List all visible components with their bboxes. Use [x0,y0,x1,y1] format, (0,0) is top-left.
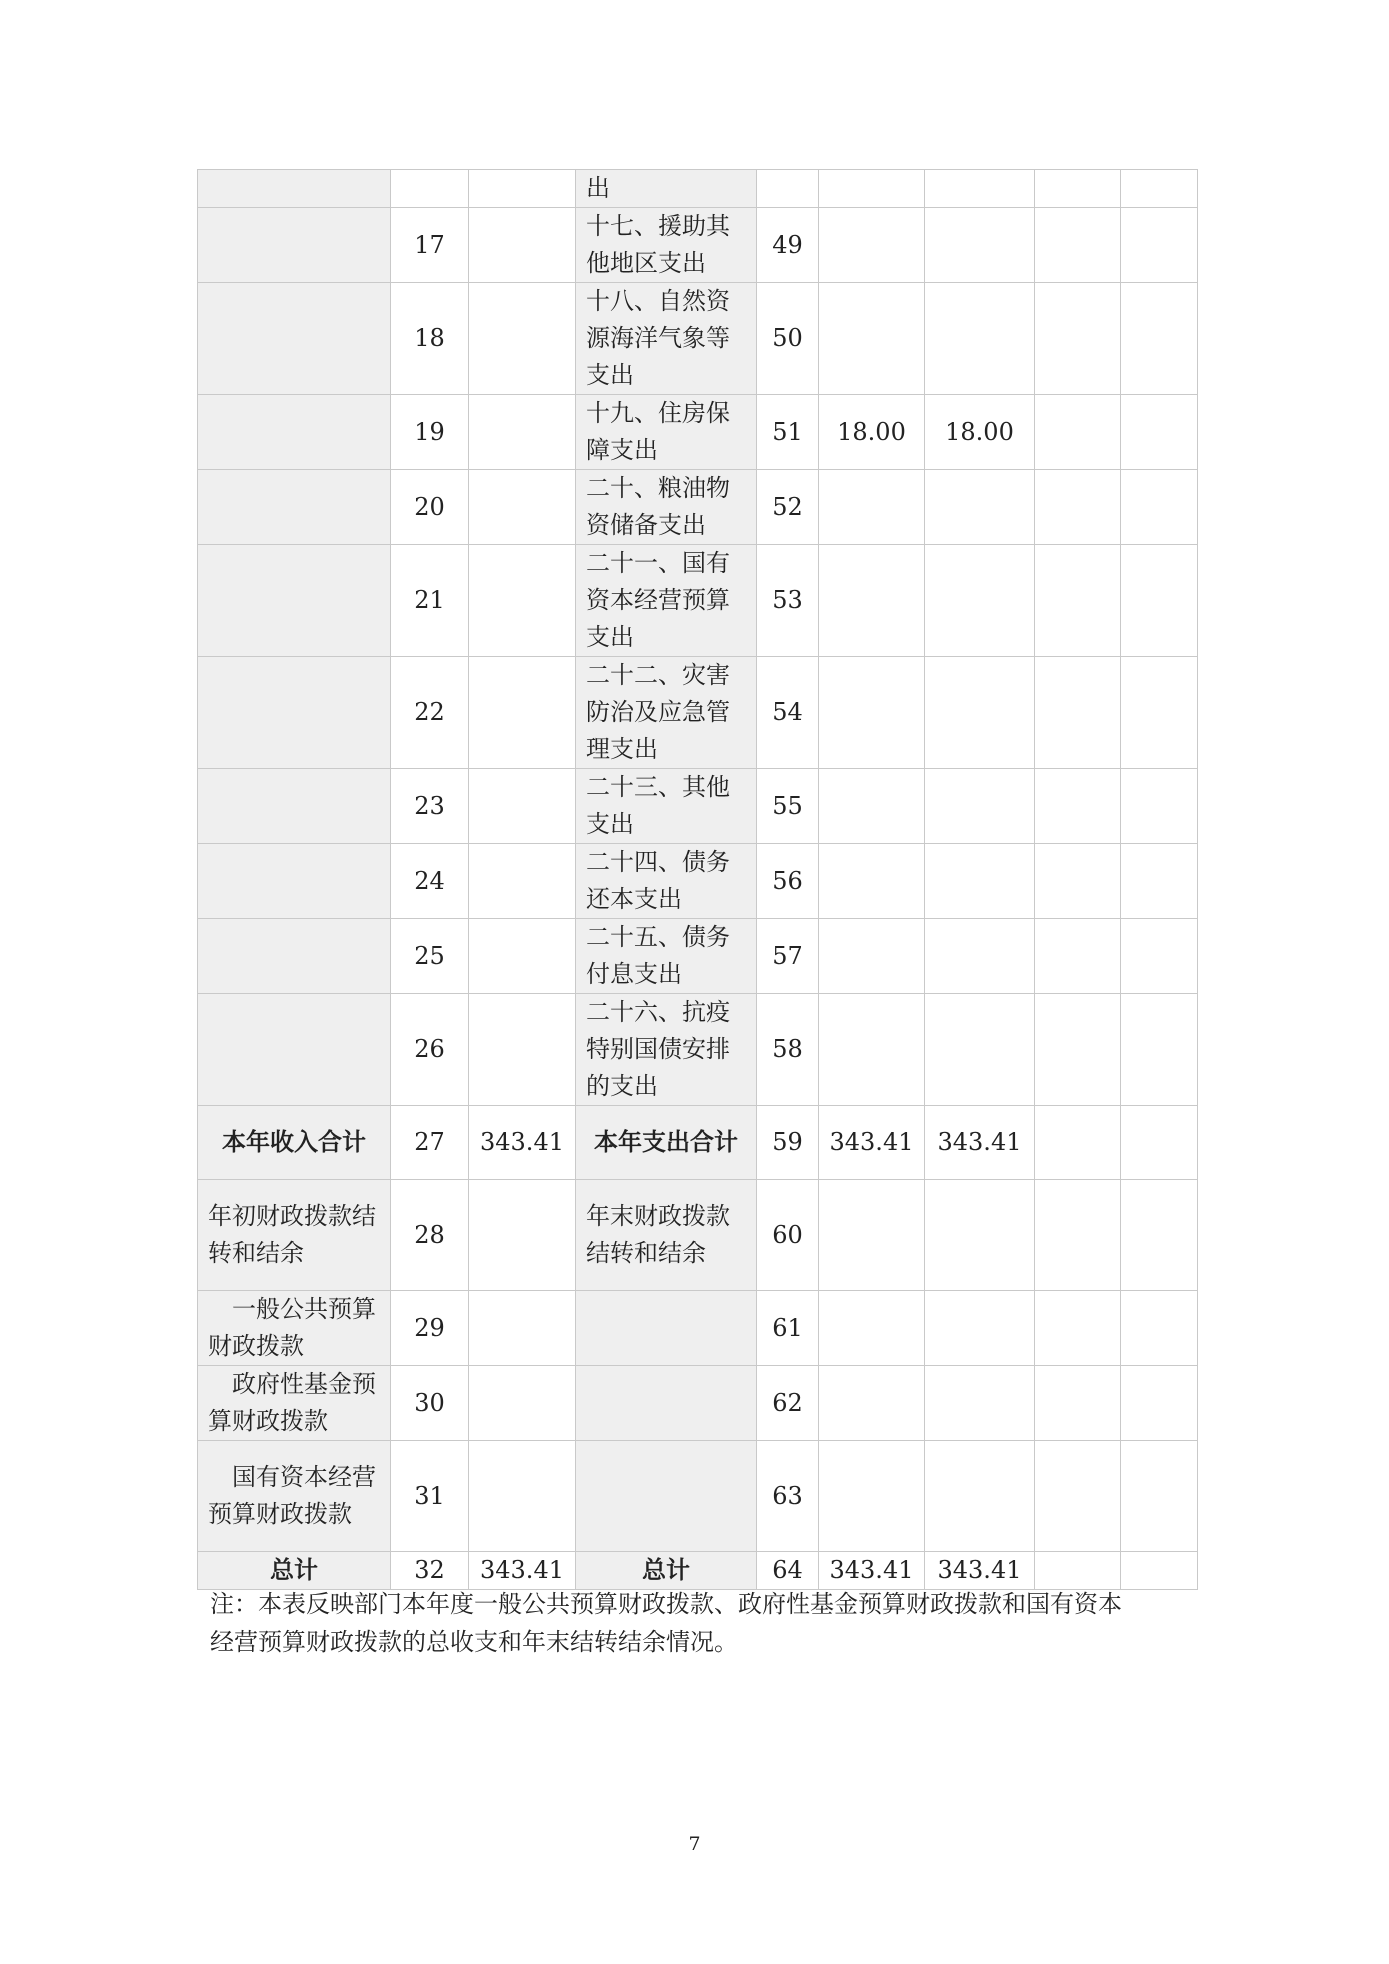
income-line-no: 26 [391,994,469,1106]
expense-item-label: 二十六、抗疫特别国债安排的支出 [576,994,757,1106]
expense-total [819,769,925,844]
general-budget-amount [925,657,1035,769]
expense-line-no: 50 [757,283,819,395]
fund-budget-amount [1035,395,1121,470]
income-line-no: 29 [391,1291,469,1366]
general-budget-amount [925,170,1035,208]
expense-total: 343.41 [819,1552,925,1590]
income-amount [469,283,576,395]
expense-item-label: 本年支出合计 [576,1106,757,1180]
fund-budget-amount [1035,545,1121,657]
income-item-label: 国有资本经营预算财政拨款 [198,1441,391,1552]
capital-budget-amount [1121,1366,1198,1441]
table-row [198,844,1198,919]
income-line-no: 27 [391,1106,469,1180]
income-line-no: 32 [391,1552,469,1590]
income-amount [469,470,576,545]
income-line-no: 22 [391,657,469,769]
table-row [198,769,1198,844]
expense-total [819,208,925,283]
fund-budget-amount [1035,657,1121,769]
table-row [198,1291,1198,1366]
expense-item-label: 年末财政拨款结转和结余 [576,1180,757,1291]
expense-line-no: 49 [757,208,819,283]
expense-item-label [576,1366,757,1441]
income-line-no: 21 [391,545,469,657]
capital-budget-amount [1121,769,1198,844]
fund-budget-amount [1035,1366,1121,1441]
income-line-no: 28 [391,1180,469,1291]
income-item-label [198,283,391,395]
income-amount [469,1180,576,1291]
income-amount [469,170,576,208]
expense-item-label: 二十二、灾害防治及应急管理支出 [576,657,757,769]
capital-budget-amount [1121,919,1198,994]
expense-total [819,545,925,657]
budget-table [197,169,1198,1590]
fund-budget-amount [1035,1180,1121,1291]
fund-budget-amount [1035,1441,1121,1552]
income-amount [469,395,576,470]
expense-line-no: 53 [757,545,819,657]
income-line-no: 30 [391,1366,469,1441]
expense-total [819,1180,925,1291]
fund-budget-amount [1035,283,1121,395]
income-item-label [198,395,391,470]
income-item-label [198,994,391,1106]
general-budget-amount [925,1180,1035,1291]
income-item-label: 总计 [198,1552,391,1590]
capital-budget-amount [1121,170,1198,208]
table-row [198,170,1198,208]
fund-budget-amount [1035,470,1121,545]
expense-line-no: 57 [757,919,819,994]
income-line-no: 17 [391,208,469,283]
income-line-no: 19 [391,395,469,470]
expense-item-label: 二十一、国有资本经营预算支出 [576,545,757,657]
capital-budget-amount [1121,545,1198,657]
expense-total [819,470,925,545]
capital-budget-amount [1121,844,1198,919]
capital-budget-amount [1121,1441,1198,1552]
general-budget-amount [925,994,1035,1106]
table-row [198,919,1198,994]
capital-budget-amount [1121,470,1198,545]
table-row [198,994,1198,1106]
table-row [198,1441,1198,1552]
income-amount [469,208,576,283]
income-line-no: 25 [391,919,469,994]
general-budget-amount: 343.41 [925,1106,1035,1180]
expense-line-no: 59 [757,1106,819,1180]
general-budget-amount [925,283,1035,395]
expense-item-label: 二十五、债务付息支出 [576,919,757,994]
expense-item-label: 二十三、其他支出 [576,769,757,844]
fund-budget-amount [1035,170,1121,208]
income-item-label: 年初财政拨款结转和结余 [198,1180,391,1291]
capital-budget-amount [1121,657,1198,769]
income-item-label [198,769,391,844]
capital-budget-amount [1121,283,1198,395]
expense-line-no: 52 [757,470,819,545]
income-amount: 343.41 [469,1106,576,1180]
expense-total [819,1366,925,1441]
fund-budget-amount [1035,1106,1121,1180]
income-item-label: 政府性基金预算财政拨款 [198,1366,391,1441]
expense-item-label: 二十四、债务还本支出 [576,844,757,919]
capital-budget-amount [1121,1106,1198,1180]
capital-budget-amount [1121,1552,1198,1590]
capital-budget-amount [1121,994,1198,1106]
fund-budget-amount [1035,919,1121,994]
income-item-label: 一般公共预算财政拨款 [198,1291,391,1366]
expense-item-label: 二十、粮油物资储备支出 [576,470,757,545]
fund-budget-amount [1035,844,1121,919]
expense-line-no: 60 [757,1180,819,1291]
table-body [198,170,1198,1590]
income-amount [469,844,576,919]
expense-item-label: 十七、援助其他地区支出 [576,208,757,283]
expense-line-no: 61 [757,1291,819,1366]
general-budget-amount: 343.41 [925,1552,1035,1590]
table-row [198,1552,1198,1590]
expense-line-no: 55 [757,769,819,844]
income-amount [469,1441,576,1552]
expense-item-label: 十九、住房保障支出 [576,395,757,470]
expense-line-no: 63 [757,1441,819,1552]
capital-budget-amount [1121,1180,1198,1291]
income-item-label [198,657,391,769]
expense-total: 18.00 [819,395,925,470]
income-amount [469,1291,576,1366]
expense-line-no [757,170,819,208]
expense-item-label [576,1291,757,1366]
income-line-no: 18 [391,283,469,395]
fund-budget-amount [1035,1291,1121,1366]
table-row [198,1366,1198,1441]
fund-budget-amount [1035,208,1121,283]
income-amount [469,769,576,844]
expense-item-label: 出 [576,170,757,208]
general-budget-amount [925,919,1035,994]
expense-line-no: 58 [757,994,819,1106]
expense-line-no: 56 [757,844,819,919]
income-item-label [198,919,391,994]
income-item-label [198,844,391,919]
general-budget-amount [925,470,1035,545]
income-item-label [198,170,391,208]
expense-total [819,919,925,994]
table-row [198,470,1198,545]
income-amount [469,657,576,769]
fund-budget-amount [1035,1552,1121,1590]
fund-budget-amount [1035,769,1121,844]
income-item-label: 本年收入合计 [198,1106,391,1180]
table-row [198,208,1198,283]
fund-budget-amount [1035,994,1121,1106]
expense-total: 343.41 [819,1106,925,1180]
page-number: 7 [688,1833,701,1855]
expense-total [819,844,925,919]
income-line-no: 20 [391,470,469,545]
income-amount [469,919,576,994]
expense-line-no: 64 [757,1552,819,1590]
expense-item-label: 总计 [576,1552,757,1590]
capital-budget-amount [1121,208,1198,283]
general-budget-amount [925,769,1035,844]
general-budget-amount [925,1366,1035,1441]
income-line-no [391,170,469,208]
income-line-no: 31 [391,1441,469,1552]
expense-line-no: 51 [757,395,819,470]
table-row [198,545,1198,657]
general-budget-amount [925,1441,1035,1552]
expense-total [819,1441,925,1552]
expense-item-label: 十八、自然资源海洋气象等支出 [576,283,757,395]
expense-line-no: 54 [757,657,819,769]
table-row [198,395,1198,470]
general-budget-amount: 18.00 [925,395,1035,470]
expense-line-no: 62 [757,1366,819,1441]
general-budget-amount [925,545,1035,657]
income-item-label [198,208,391,283]
table-row [198,1106,1198,1180]
income-amount [469,1366,576,1441]
general-budget-amount [925,1291,1035,1366]
expense-total [819,283,925,395]
table-row [198,1180,1198,1291]
income-item-label [198,545,391,657]
general-budget-amount [925,844,1035,919]
capital-budget-amount [1121,1291,1198,1366]
expense-total [819,1291,925,1366]
income-line-no: 23 [391,769,469,844]
income-item-label [198,470,391,545]
table-footnote: 注：本表反映部门本年度一般公共预算财政拨款、政府性基金预算财政拨款和国有资本经营预算财政拨款的总收支和年末结转结余情况。 [210,1590,1122,1656]
income-amount [469,994,576,1106]
income-amount: 343.41 [469,1552,576,1590]
income-amount [469,545,576,657]
expense-total [819,657,925,769]
expense-item-label [576,1441,757,1552]
general-budget-amount [925,208,1035,283]
income-line-no: 24 [391,844,469,919]
table-row [198,283,1198,395]
capital-budget-amount [1121,395,1198,470]
expense-total [819,170,925,208]
expense-total [819,994,925,1106]
table-row [198,657,1198,769]
